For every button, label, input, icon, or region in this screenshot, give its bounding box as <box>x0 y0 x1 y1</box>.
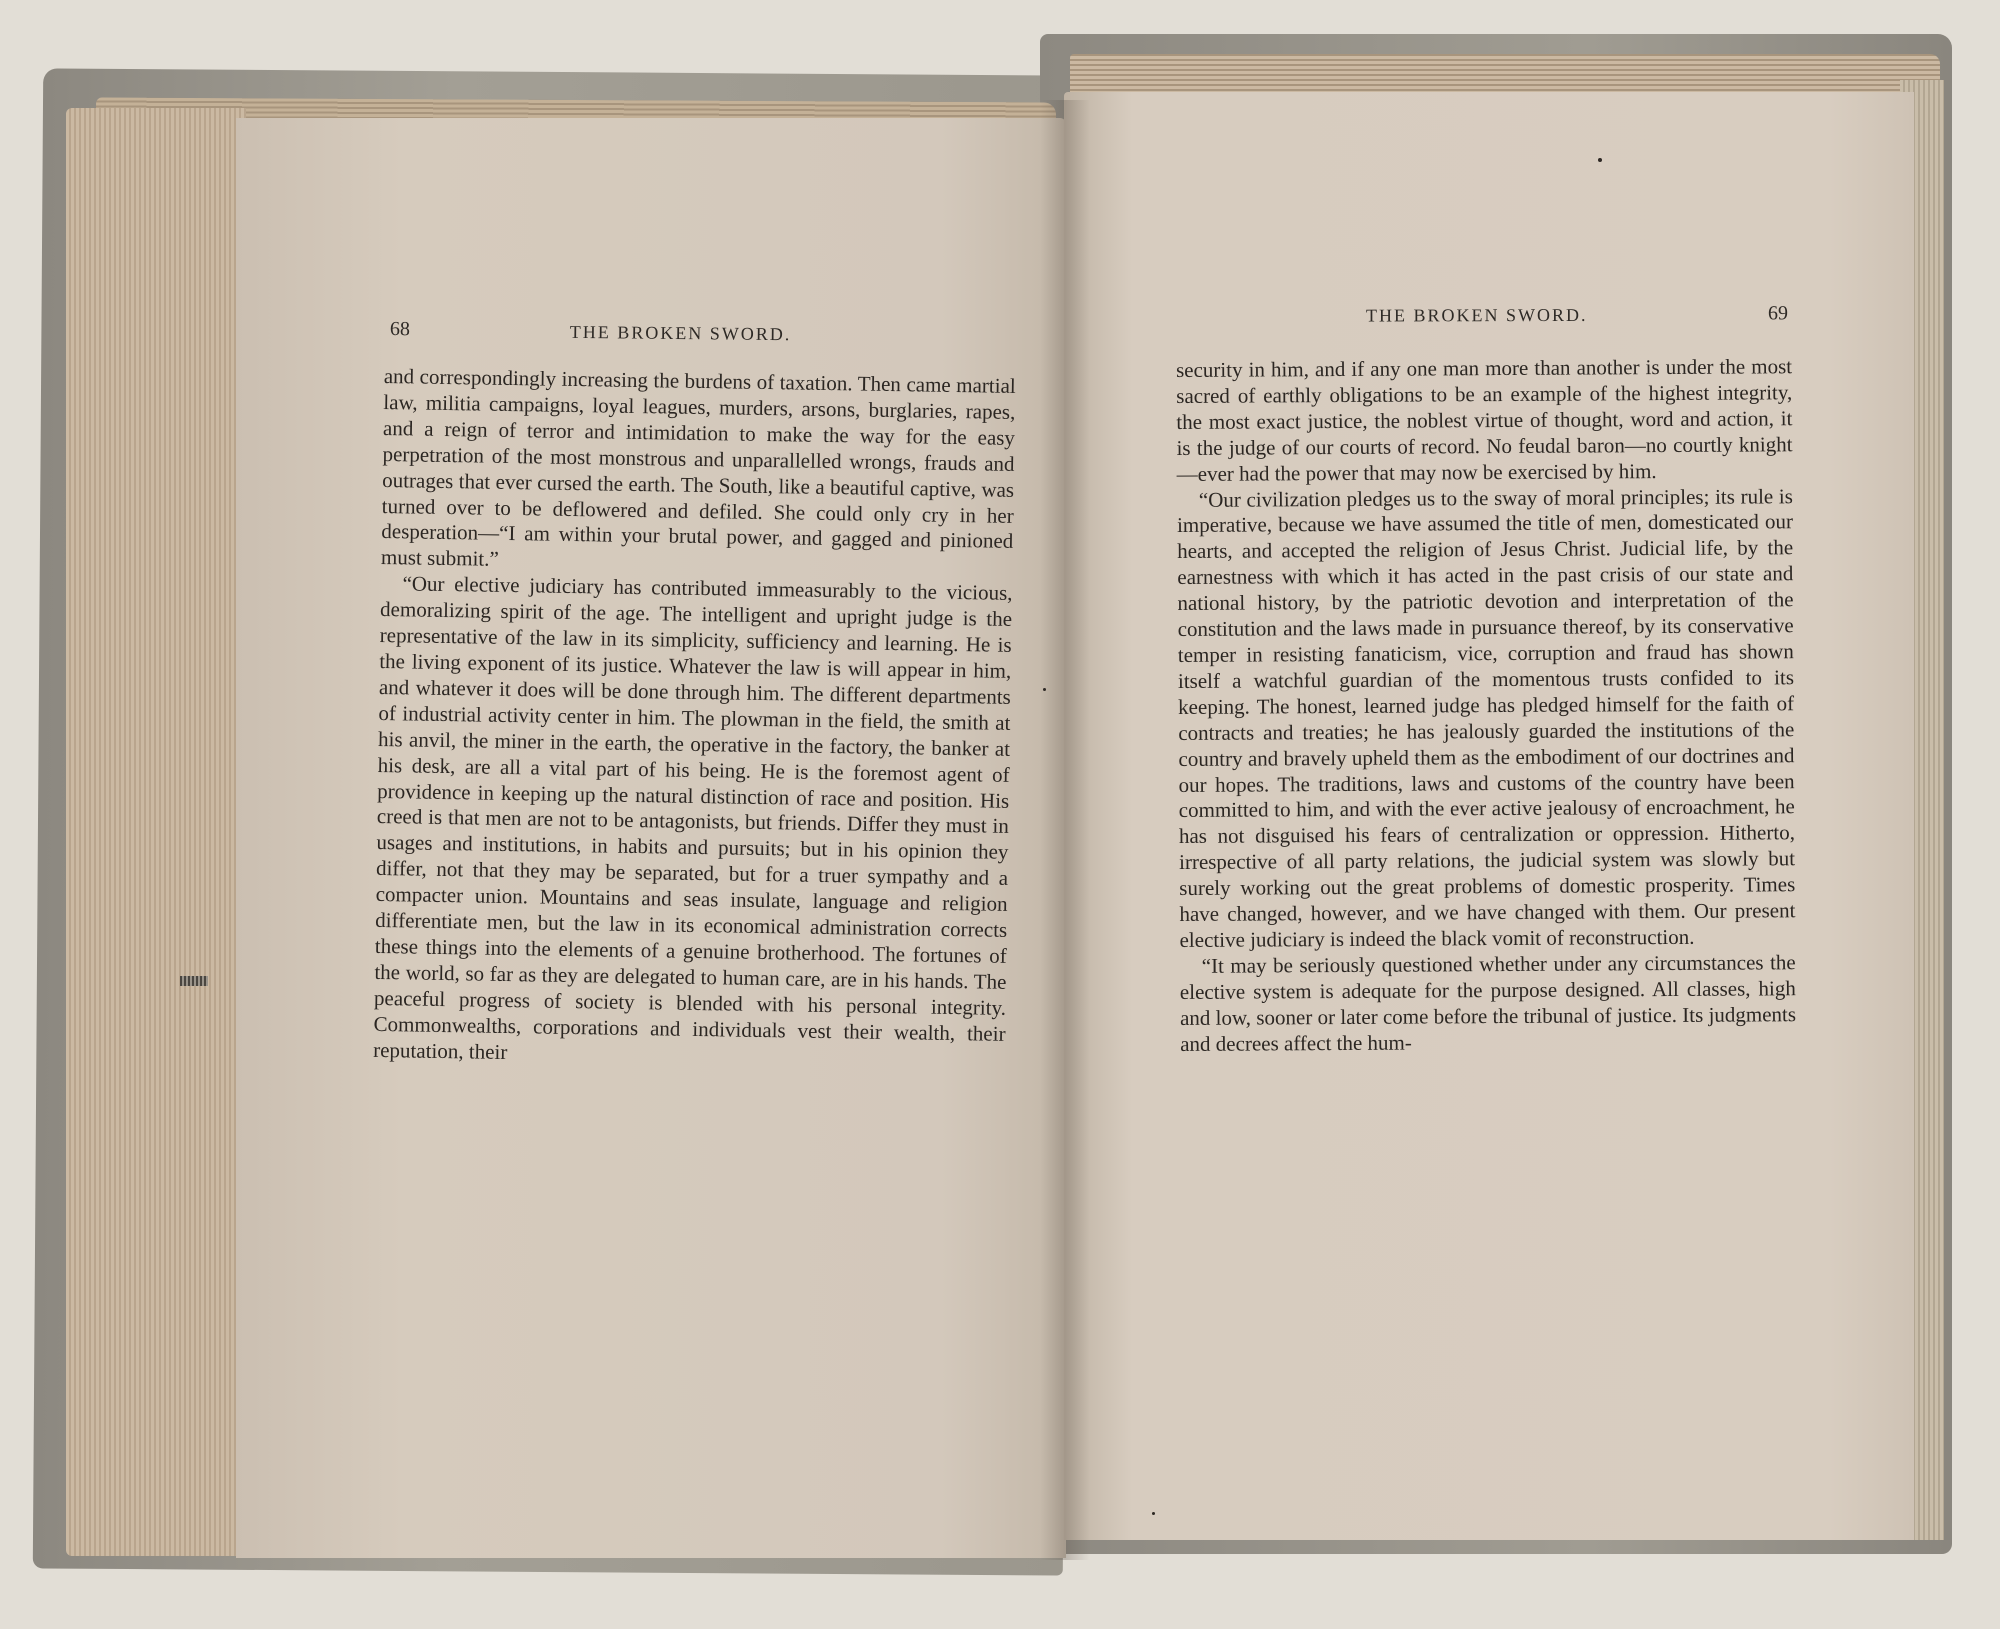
ink-speck <box>1152 1512 1155 1515</box>
ink-speck <box>1043 688 1046 691</box>
book-gutter <box>1040 100 1090 1560</box>
right-paragraph-3: “It may be seriously questioned whether under any circumstances the elective system is adequate for the purpose designed. All classes, high and low, sooner or later come before the tribunal of justice. Its judgments and decrees affect the hum- <box>1179 950 1797 1056</box>
right-paragraph-2: “Our civilization pledges us to the sway of moral principles; its rule is imperative, because we have assumed the title of men, domesticated our hearts, and accepted the religion of Jesus Christ. Judicial life, by the earnestness with which it has acted in the past crisis of our state and national history, by the patriotic devotion and interpretation of the constitution and the laws made in pursuance thereof, by its conservative temper in resisting fanaticism, vice, corruption and fraud has shown itself a watchful guardian of the momentous trusts confided to its keeping. The honest, learned judge has pledged himself for the faith of contracts and treaties; he has jealously guarded the institutions of the country and bravely upheld them as the embodiment of our doctrines and our hopes. The traditions, laws and customs of the country have been committed to him, and with the ever active jealousy of encroachment, he has not disguised his fears of centralization or oppression. Hitherto, irrespective of all party relations, the judicial system was slowly but surely working out the great problems of domestic prosperity. Times have changed, however, and we have changed with them. Our present elective judiciary is indeed the black vomit of reconstruction. <box>1176 483 1796 952</box>
ink-speck <box>1598 158 1602 162</box>
left-page-number: 68 <box>389 318 410 341</box>
right-running-title: THE BROKEN SWORD. <box>1366 304 1588 326</box>
right-paragraph-1: security in him, and if any one man more than another is under the most sacred of earthly obligations to be an example of the highest integrity, the most exact justice, the noblest virtue of thought, word and action, it is the judge of our courts of record. No feudal baron—no courtly knight—ever had the power that may now be exercised by him. <box>1176 354 1793 486</box>
left-page-body <box>373 364 1016 1073</box>
left-paragraph-2: “Our elective judiciary has contributed immeasurably to the vicious, demoralizing spirit of the age. The intelligent and upright judge is the representative of the law in its simplicity, sufficiency and learning. He is the living exponent of its justice. Whatever the law is will appear in him, and whatever it does will be done through him. The different departments of industrial activity center in him. The plowman in the field, the smith at his anvil, the miner in the earth, the operative in the factory, the banker at his desk, are all a vital part of his being. He is the foremost agent of providence in keeping up the natural distinction of race and position. His creed is that men are not to be antagonists, but friends. Differ they must in usages and institutions, in habits and pursuits; but in his opinion they differ, not that they may be separated, but for a truer sympathy and a compacter union. Mountains and seas insulate, language and religion differentiate men, but the law in its economical administration corrects these things into the elements of a genuine brotherhood. The fortunes of the world, so far as they are delegated to human care, are in his hands. The peaceful progress of society is blended with his personal integrity. Commonwealths, corporations and individuals vest their wealth, their reputation, their <box>373 571 1013 1064</box>
left-paragraph-1: and correspondingly increasing the burdens of taxation. Then came martial law, militia campaigns, loyal leagues, murders, arsons, burglaries, rapes, and a reign of terror and intimidation to make the way for the easy perpetration of the most monstrous and unparallelled wrongs, frauds and outrages that ever cursed the earth. The South, like a beautiful captive, was turned over to be deflowered and defiled. She could only cry in her desperation—“I am within your brutal power, and gagged and pinioned must submit.” <box>380 364 1016 572</box>
right-page-number: 69 <box>1767 302 1789 325</box>
bookmark-tab <box>180 976 208 986</box>
left-running-title: THE BROKEN SWORD. <box>569 321 792 345</box>
page-edges-top-right <box>1070 54 1940 94</box>
right-page-body <box>1176 354 1796 1057</box>
page-edges-left <box>66 108 246 1556</box>
